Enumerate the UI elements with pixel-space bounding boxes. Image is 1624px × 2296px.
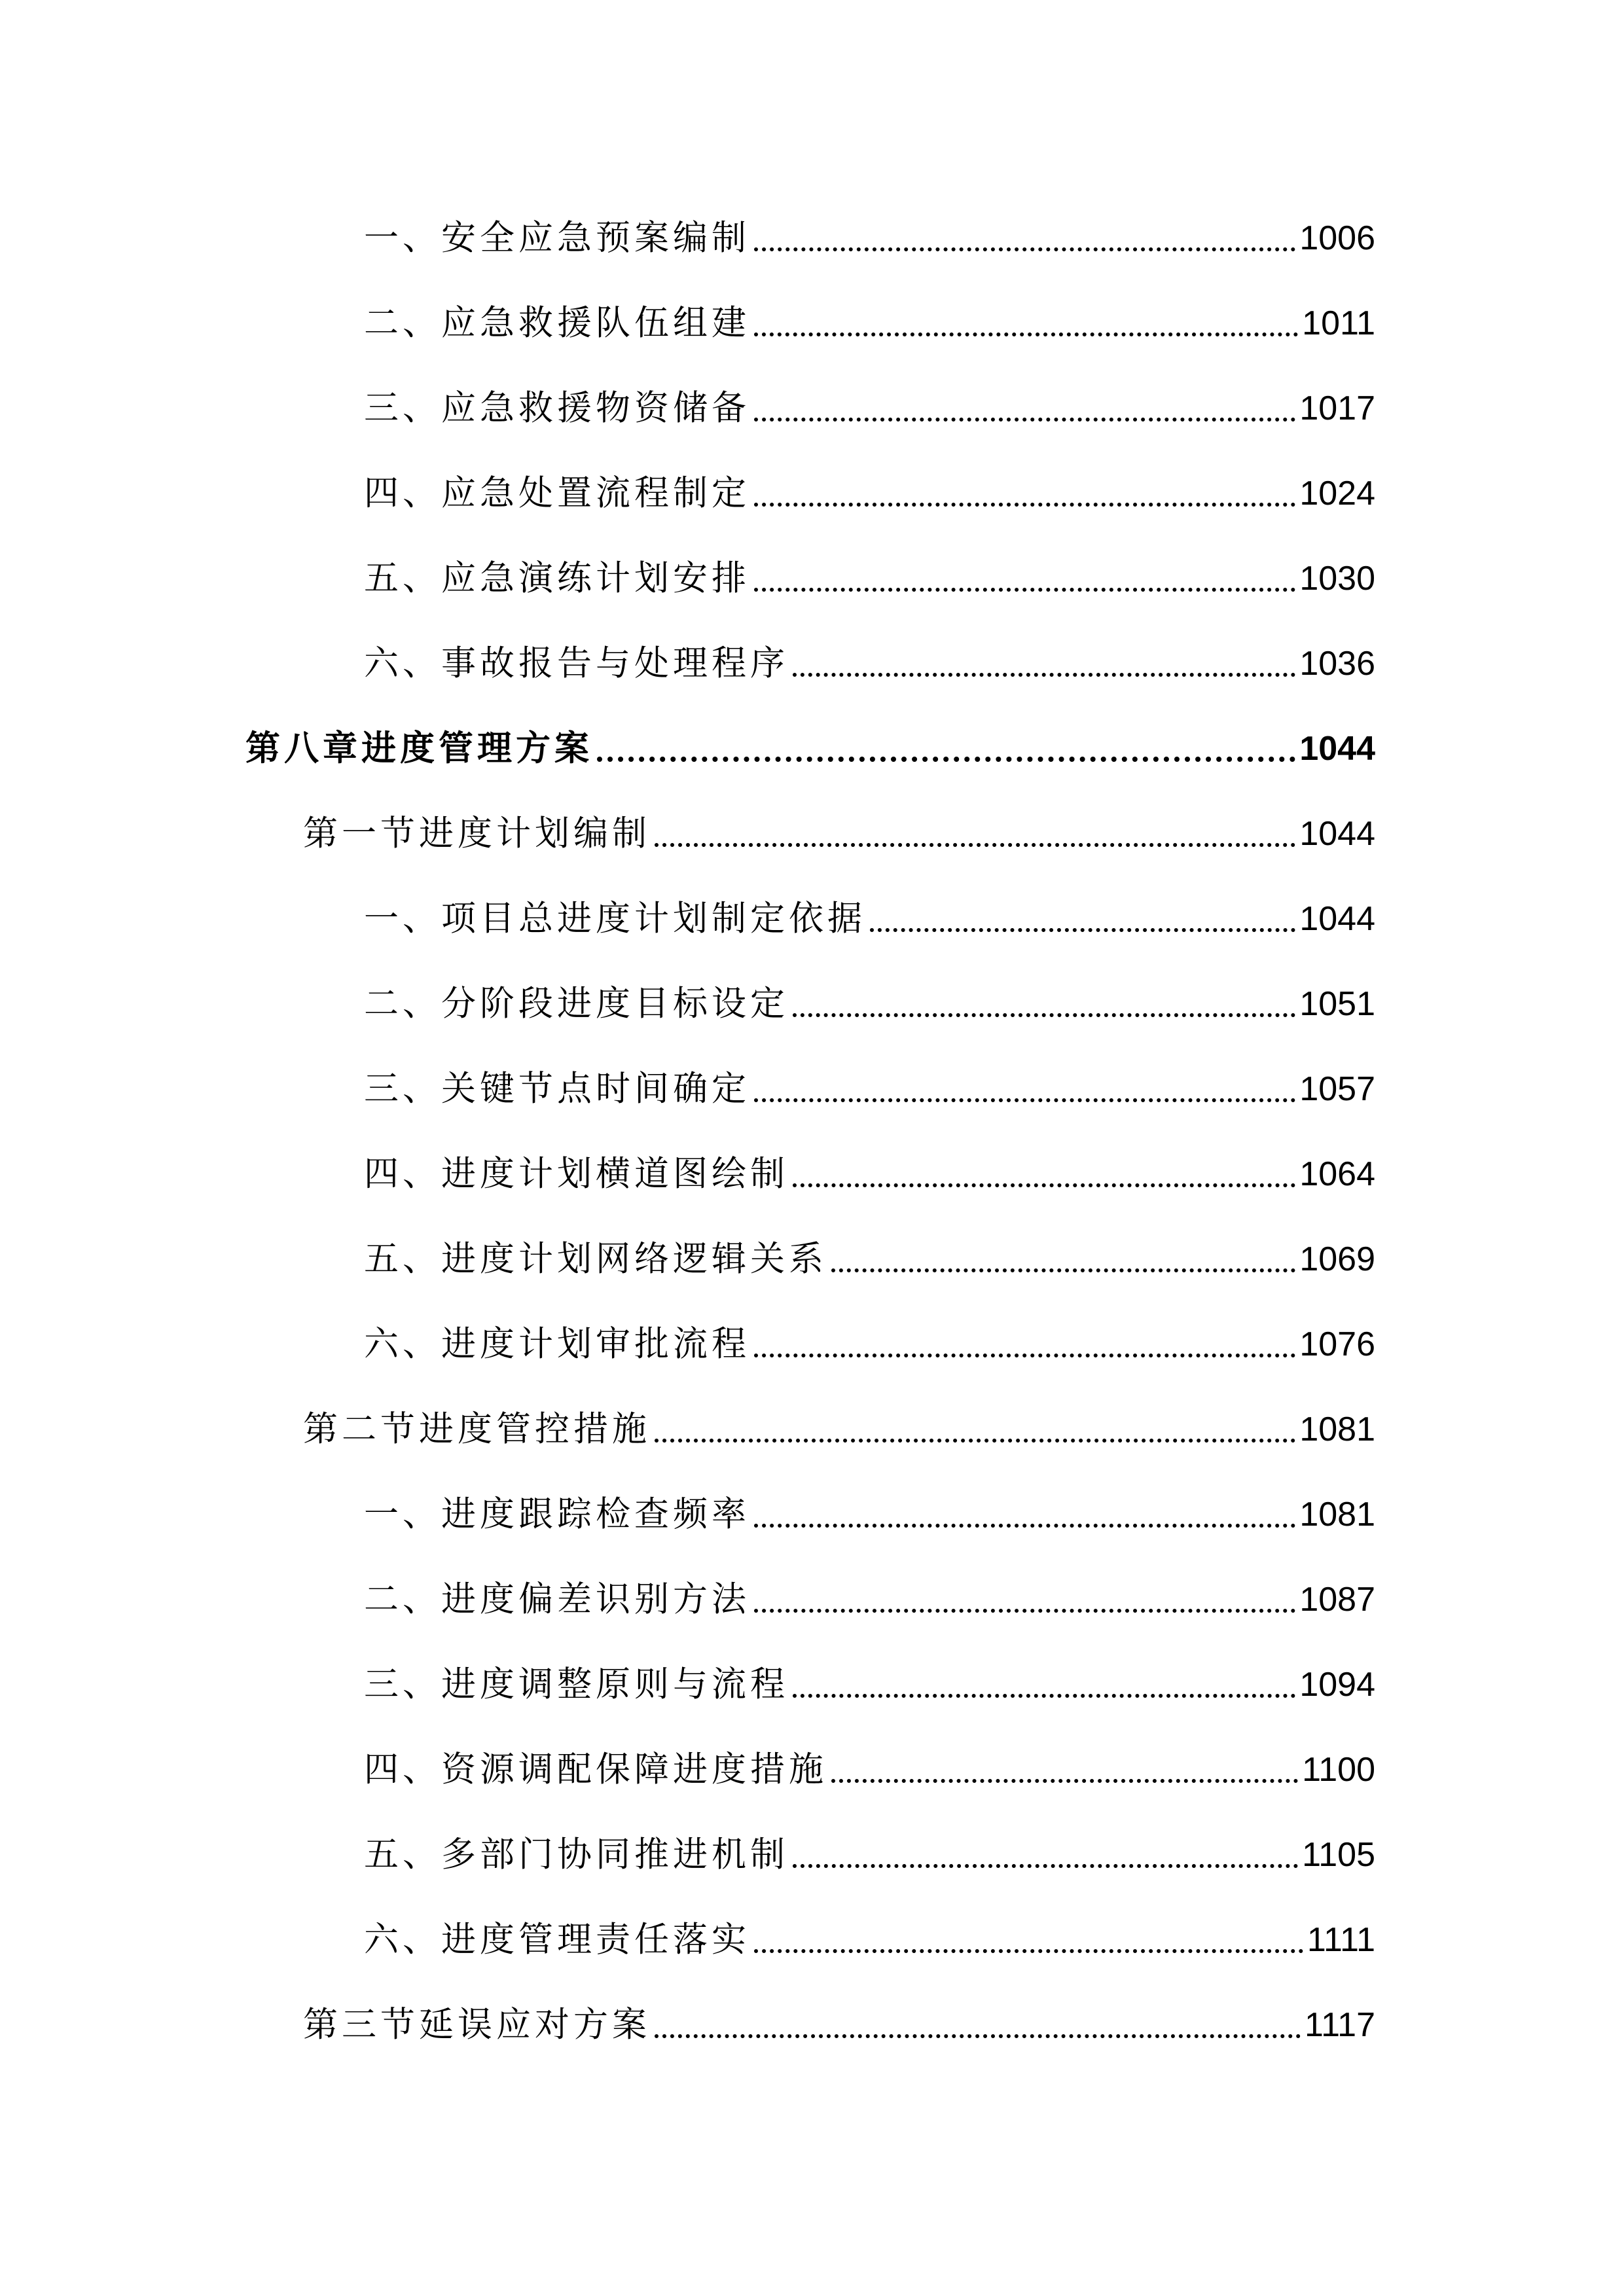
entry-page-number: 1117	[1305, 2006, 1375, 2044]
dot-leader	[793, 673, 1295, 677]
toc-entry-section[interactable]	[0, 1800, 1375, 1872]
entry-title: 二、进度偏差识别方法	[364, 1579, 750, 1619]
entry-page-number: 1051	[1299, 985, 1375, 1023]
toc-entry-section[interactable]	[0, 439, 1375, 511]
entry-title: 五、应急演练计划安排	[364, 558, 750, 598]
entry-page-number: 1006	[1299, 219, 1375, 257]
entry-title: 第三节延误应对方案	[303, 2005, 651, 2045]
toc-entry-section[interactable]	[0, 609, 1375, 681]
entry-title: 六、事故报告与处理程序	[364, 643, 789, 683]
toc-entry-section[interactable]	[0, 864, 1375, 939]
entry-title: 第二节进度管控措施	[303, 1409, 651, 1449]
entry-title: 二、分阶段进度目标设定	[364, 984, 789, 1024]
dot-leader	[831, 1779, 1298, 1783]
entry-title: 四、资源调配保障进度措施	[364, 1749, 827, 1789]
entry-title: 三、进度调整原则与流程	[364, 1664, 789, 1704]
toc-entry-section[interactable]	[0, 1630, 1375, 1702]
entry-title: 六、进度计划审批流程	[364, 1324, 750, 1364]
dot-leader	[754, 1524, 1295, 1528]
dot-leader	[793, 1183, 1295, 1187]
toc-entry-section[interactable]	[0, 1885, 1375, 1960]
toc-entry-node[interactable]	[0, 1970, 1375, 2045]
entry-page-number: 1024	[1299, 475, 1375, 512]
dot-leader	[655, 1439, 1295, 1443]
entry-page-number: 1057	[1299, 1070, 1375, 1108]
entry-page-number: 1105	[1302, 1836, 1375, 1874]
toc-entry-section[interactable]	[0, 353, 1375, 428]
entry-title: 一、进度跟踪检查频率	[364, 1494, 750, 1534]
entry-page-number: 1081	[1299, 1496, 1375, 1534]
entry-title: 第八章进度管理方案	[245, 728, 593, 768]
dot-leader	[754, 1609, 1295, 1613]
toc-entry-section[interactable]	[0, 1715, 1375, 1787]
entry-page-number: 1036	[1299, 645, 1375, 683]
entry-page-number: 1069	[1299, 1240, 1375, 1278]
entry-page-number: 1011	[1302, 304, 1375, 342]
entry-title: 四、应急处置流程制定	[364, 473, 750, 513]
dot-leader	[754, 1098, 1295, 1102]
entry-page-number: 1044	[1299, 900, 1375, 938]
entry-page-number: 1017	[1299, 389, 1375, 427]
toc-entry-section[interactable]	[0, 183, 1375, 258]
toc-entry-section[interactable]	[0, 1204, 1375, 1279]
dot-leader	[754, 503, 1295, 507]
entry-page-number: 1100	[1302, 1751, 1375, 1789]
toc-entry-section[interactable]	[0, 1545, 1375, 1617]
entry-title: 二、应急救援队伍组建	[364, 303, 750, 343]
toc-entry-section[interactable]	[0, 949, 1375, 1024]
dot-leader	[793, 1694, 1295, 1698]
dot-leader	[655, 2034, 1301, 2038]
entry-page-number: 1111	[1307, 1921, 1375, 1959]
entry-title: 三、应急救援物资储备	[364, 388, 750, 428]
dot-leader	[754, 1354, 1295, 1357]
entry-page-number: 1030	[1299, 560, 1375, 598]
entry-title: 一、安全应急预案编制	[364, 218, 750, 258]
entry-page-number: 1094	[1299, 1666, 1375, 1704]
entry-title: 三、关键节点时间确定	[364, 1069, 750, 1109]
entry-page-number: 1087	[1299, 1581, 1375, 1619]
dot-leader	[793, 1864, 1298, 1868]
entry-title: 一、项目总进度计划制定依据	[364, 899, 866, 939]
dot-leader	[793, 1013, 1295, 1017]
toc-entry-section[interactable]	[0, 1034, 1375, 1109]
toc-entry-node[interactable]	[0, 1374, 1375, 1449]
toc-entry-section[interactable]	[0, 1460, 1375, 1532]
entry-page-number: 1044	[1299, 815, 1375, 853]
entry-title: 四、进度计划横道图绘制	[364, 1154, 789, 1194]
entry-page-number: 1081	[1299, 1410, 1375, 1448]
dot-leader	[597, 757, 1295, 762]
dot-leader	[754, 1949, 1303, 1953]
entry-title: 五、进度计划网络逻辑关系	[364, 1239, 827, 1279]
entry-page-number: 1064	[1299, 1155, 1375, 1193]
dot-leader	[831, 1268, 1295, 1272]
entry-page-number: 1044	[1299, 730, 1375, 768]
dot-leader	[655, 843, 1295, 847]
toc-entry-node[interactable]	[0, 779, 1375, 851]
entry-title: 第一节进度计划编制	[303, 814, 651, 853]
dot-leader	[754, 588, 1295, 592]
toc-entry-section[interactable]	[0, 524, 1375, 596]
toc-entry-chapter[interactable]	[0, 694, 1375, 766]
entry-title: 五、多部门协同推进机制	[364, 1835, 789, 1874]
toc-entry-section[interactable]	[0, 268, 1375, 343]
dot-leader	[870, 928, 1295, 932]
dot-leader	[754, 418, 1295, 422]
dot-leader	[754, 247, 1295, 251]
entry-title: 六、进度管理责任落实	[364, 1920, 750, 1960]
dot-leader	[754, 332, 1298, 336]
toc-entry-section[interactable]	[0, 1119, 1375, 1194]
entry-page-number: 1076	[1299, 1325, 1375, 1363]
toc-entry-section[interactable]	[0, 1289, 1375, 1364]
